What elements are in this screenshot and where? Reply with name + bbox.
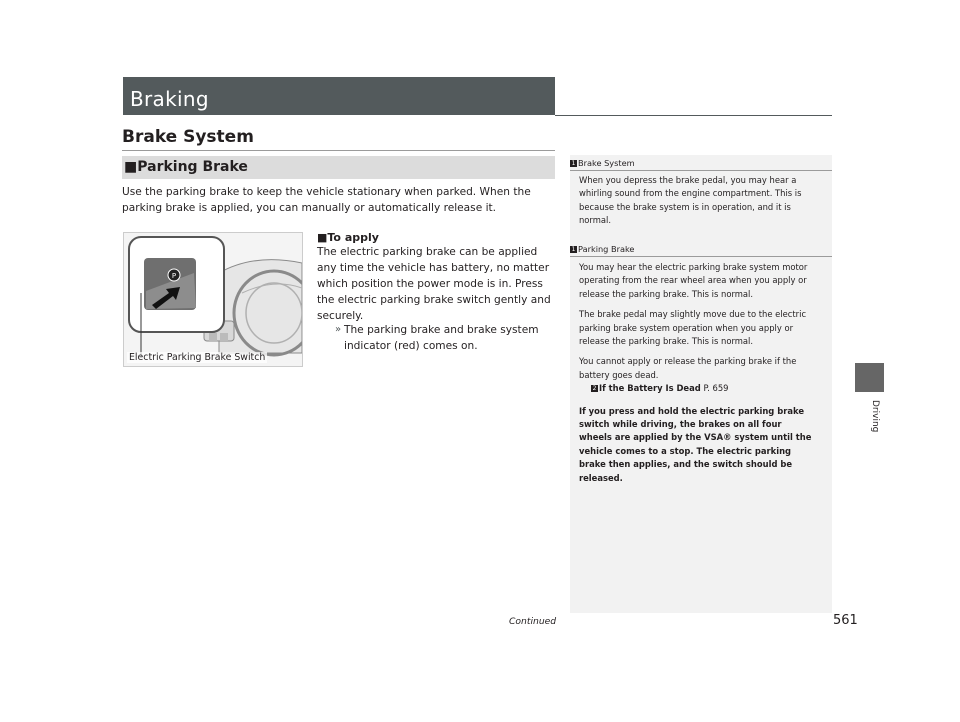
- chapter-tab[interactable]: [855, 363, 884, 392]
- note-heading: Parking Brake: [578, 244, 635, 254]
- bullet-arrow-icon: »: [335, 324, 342, 335]
- cross-reference-icon: 2: [592, 385, 597, 393]
- subsection-title: [124, 159, 248, 175]
- svg-text:P: P: [171, 272, 177, 280]
- banner-rule: [555, 115, 832, 116]
- xref-title: If the Battery Is Dead: [599, 383, 701, 394]
- dashboard-illustration: [124, 233, 303, 367]
- note-rule: [570, 170, 832, 171]
- intro-paragraph: Use the parking brake to keep the vehicle stationary when parked. When the parking brake is applied, you can manually or automatically release it.: [122, 186, 531, 214]
- note-brake-system: [570, 158, 832, 228]
- note-heading: Brake System: [578, 158, 635, 168]
- to-apply-heading: ■To apply: [317, 231, 379, 244]
- subsection-marker: ■: [124, 159, 138, 175]
- note-paragraph: You may hear the electric parking brake system motor operating from the rear wheel area when you apply or release the parking brake. This is normal.: [579, 262, 808, 299]
- figure-caption: Electric Parking Brake Switch: [129, 352, 266, 363]
- parking-brake-switch-illustration: [123, 232, 303, 367]
- xref-page: P. 659: [703, 383, 729, 394]
- reference-marker-icon: 1: [571, 246, 576, 253]
- section-title: Brake System: [122, 127, 254, 147]
- continued-label: Continued: [509, 616, 557, 627]
- chapter-title: Braking: [130, 87, 209, 111]
- section-rule: [122, 150, 555, 151]
- notes-panel: [570, 155, 832, 613]
- note-rule: [570, 256, 832, 257]
- subsection-label: Parking Brake: [137, 159, 248, 175]
- note-parking-brake: [570, 244, 832, 485]
- page-number: 561: [833, 613, 858, 628]
- to-apply-body: The electric parking brake can be applied any time the vehicle has battery, no matter which position the power mode is in. Press the electric parking brake switch gently and securely.: [317, 246, 551, 322]
- note-paragraph: The brake pedal may slightly move due to the electric parking brake system operation when you apply or release the parking brake. This is normal.: [579, 309, 807, 347]
- chapter-tab-label: Driving: [870, 400, 880, 433]
- indicator-note: The parking brake and brake system indicator (red) comes on.: [344, 324, 539, 352]
- note-paragraph: You cannot apply or release the parking brake if the battery goes dead.: [579, 356, 797, 380]
- xref-link[interactable]: [591, 382, 824, 395]
- note-paragraph: When you depress the brake pedal, you may hear a whirling sound from the engine compartment. This is because the brake system is in operation, and it is normal.: [579, 175, 802, 226]
- note-warning: If you press and hold the electric parking brake switch while driving, the brakes on all four wheels are applied by the VSA® system until the vehicle comes to a stop. The electric parking brake then applies, and the switch should be released.: [579, 405, 812, 483]
- reference-marker-icon: 1: [571, 160, 576, 167]
